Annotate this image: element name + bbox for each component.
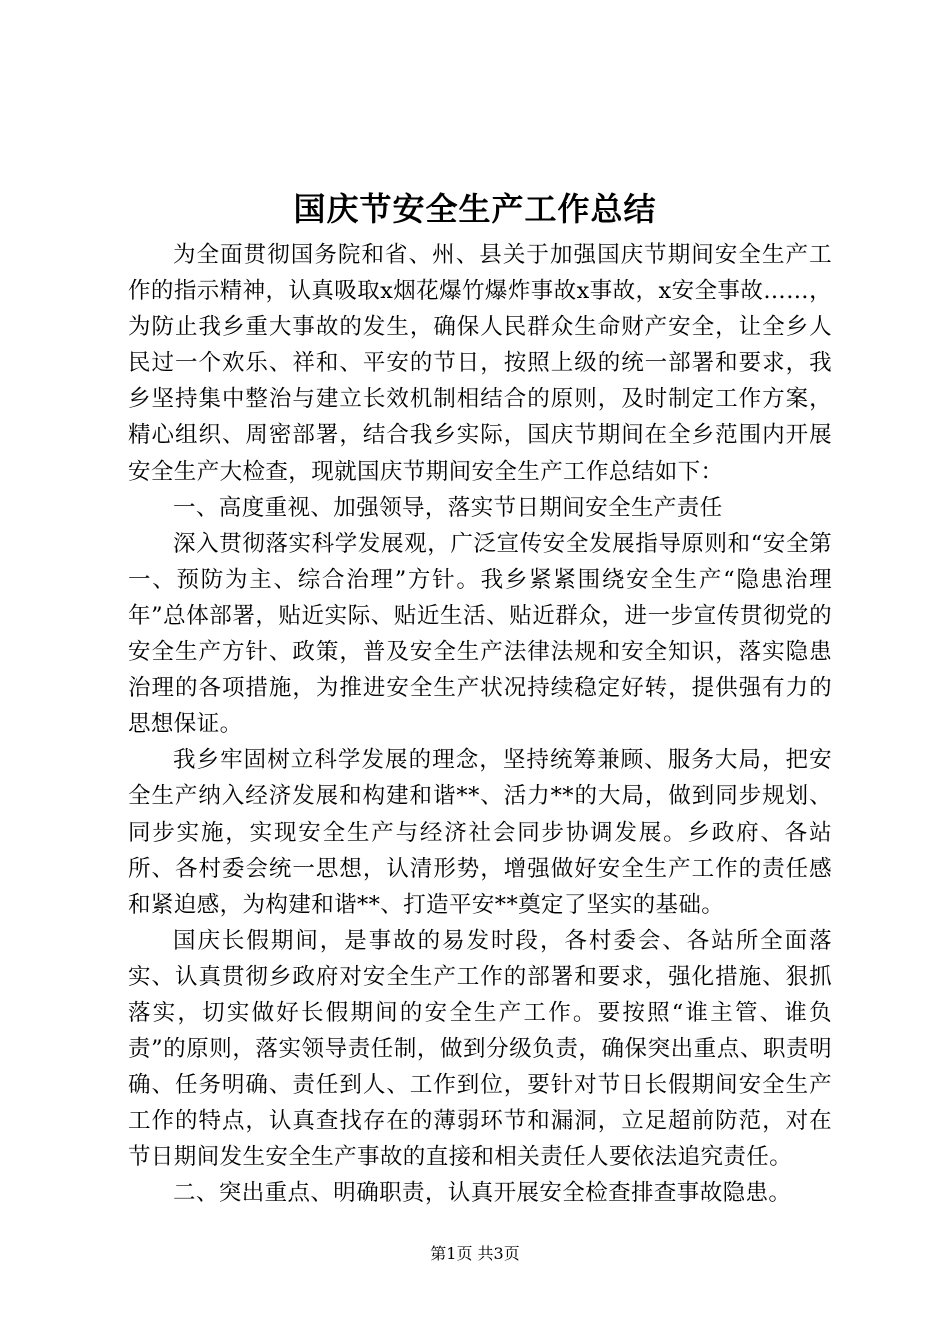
- document-body: [128, 237, 832, 1212]
- section-heading-1: 一、高度重视、加强领导，落实节日期间安全生产责任: [173, 494, 723, 521]
- body-paragraph: 国庆长假期间，是事故的易发时段，各村委会、各站所全面落实、认真贯彻乡政府对安全生产工作的部署和要求，强化措施、狠抓落实，切实做好长假期间的安全生产工作。要按照“谁主管、谁负责”的原则，落实领导责任制，做到分级负责，确保突出重点、职责明确、任务明确、责任到人、工作到位，要针对节日长假期间安全生产工作的特点，认真查找存在的薄弱环节和漏洞，立足超前防范，对在节日期间发生安全生产事故的直接和相关责任人要依法追究责任。: [128, 927, 832, 1171]
- body-paragraph: 我乡牢固树立科学发展的理念，坚持统筹兼顾、服务大局，把安全生产纳入经济发展和构建和谐**、活力**的大局，做到同步规划、同步实施，实现安全生产与经济社会同步协调发展。乡政府、各站所、各村委会统一思想，认清形势，增强做好安全生产工作的责任感和紧迫感，为构建和谐**、打造平安**奠定了坚实的基础。: [128, 747, 832, 918]
- section-heading-2: 二、突出重点、明确职责，认真开展安全检查排查事故隐患。: [173, 1180, 792, 1207]
- intro-paragraph: 为全面贯彻国务院和省、州、县关于加强国庆节期间安全生产工作的指示精神，认真吸取x烟花爆竹爆炸事故x事故，x安全事故……，为防止我乡重大事故的发生，确保人民群众生命财产安全，让全乡人民过一个欢乐、祥和、平安的节日，按照上级的统一部署和要求，我乡坚持集中整治与建立长效机制相结合的原则，及时制定工作方案，精心组织、周密部署，结合我乡实际，国庆节期间在全乡范围内开展安全生产大检查，现就国庆节期间安全生产工作总结如下：: [128, 242, 832, 485]
- body-paragraph: 深入贯彻落实科学发展观，广泛宣传安全发展指导原则和“安全第一、预防为主、综合治理”方针。我乡紧紧围绕安全生产“隐患治理年”总体部署，贴近实际、贴近生活、贴近群众，进一步宣传贯彻党的安全生产方针、政策，普及安全生产法律法规和安全知识，落实隐患治理的各项措施，为推进安全生产状况持续稳定好转，提供强有力的思想保证。: [128, 530, 832, 738]
- page-number-footer: 第1页 共3页: [430, 1244, 520, 1263]
- document-title: 国庆节安全生产工作总结: [293, 190, 657, 228]
